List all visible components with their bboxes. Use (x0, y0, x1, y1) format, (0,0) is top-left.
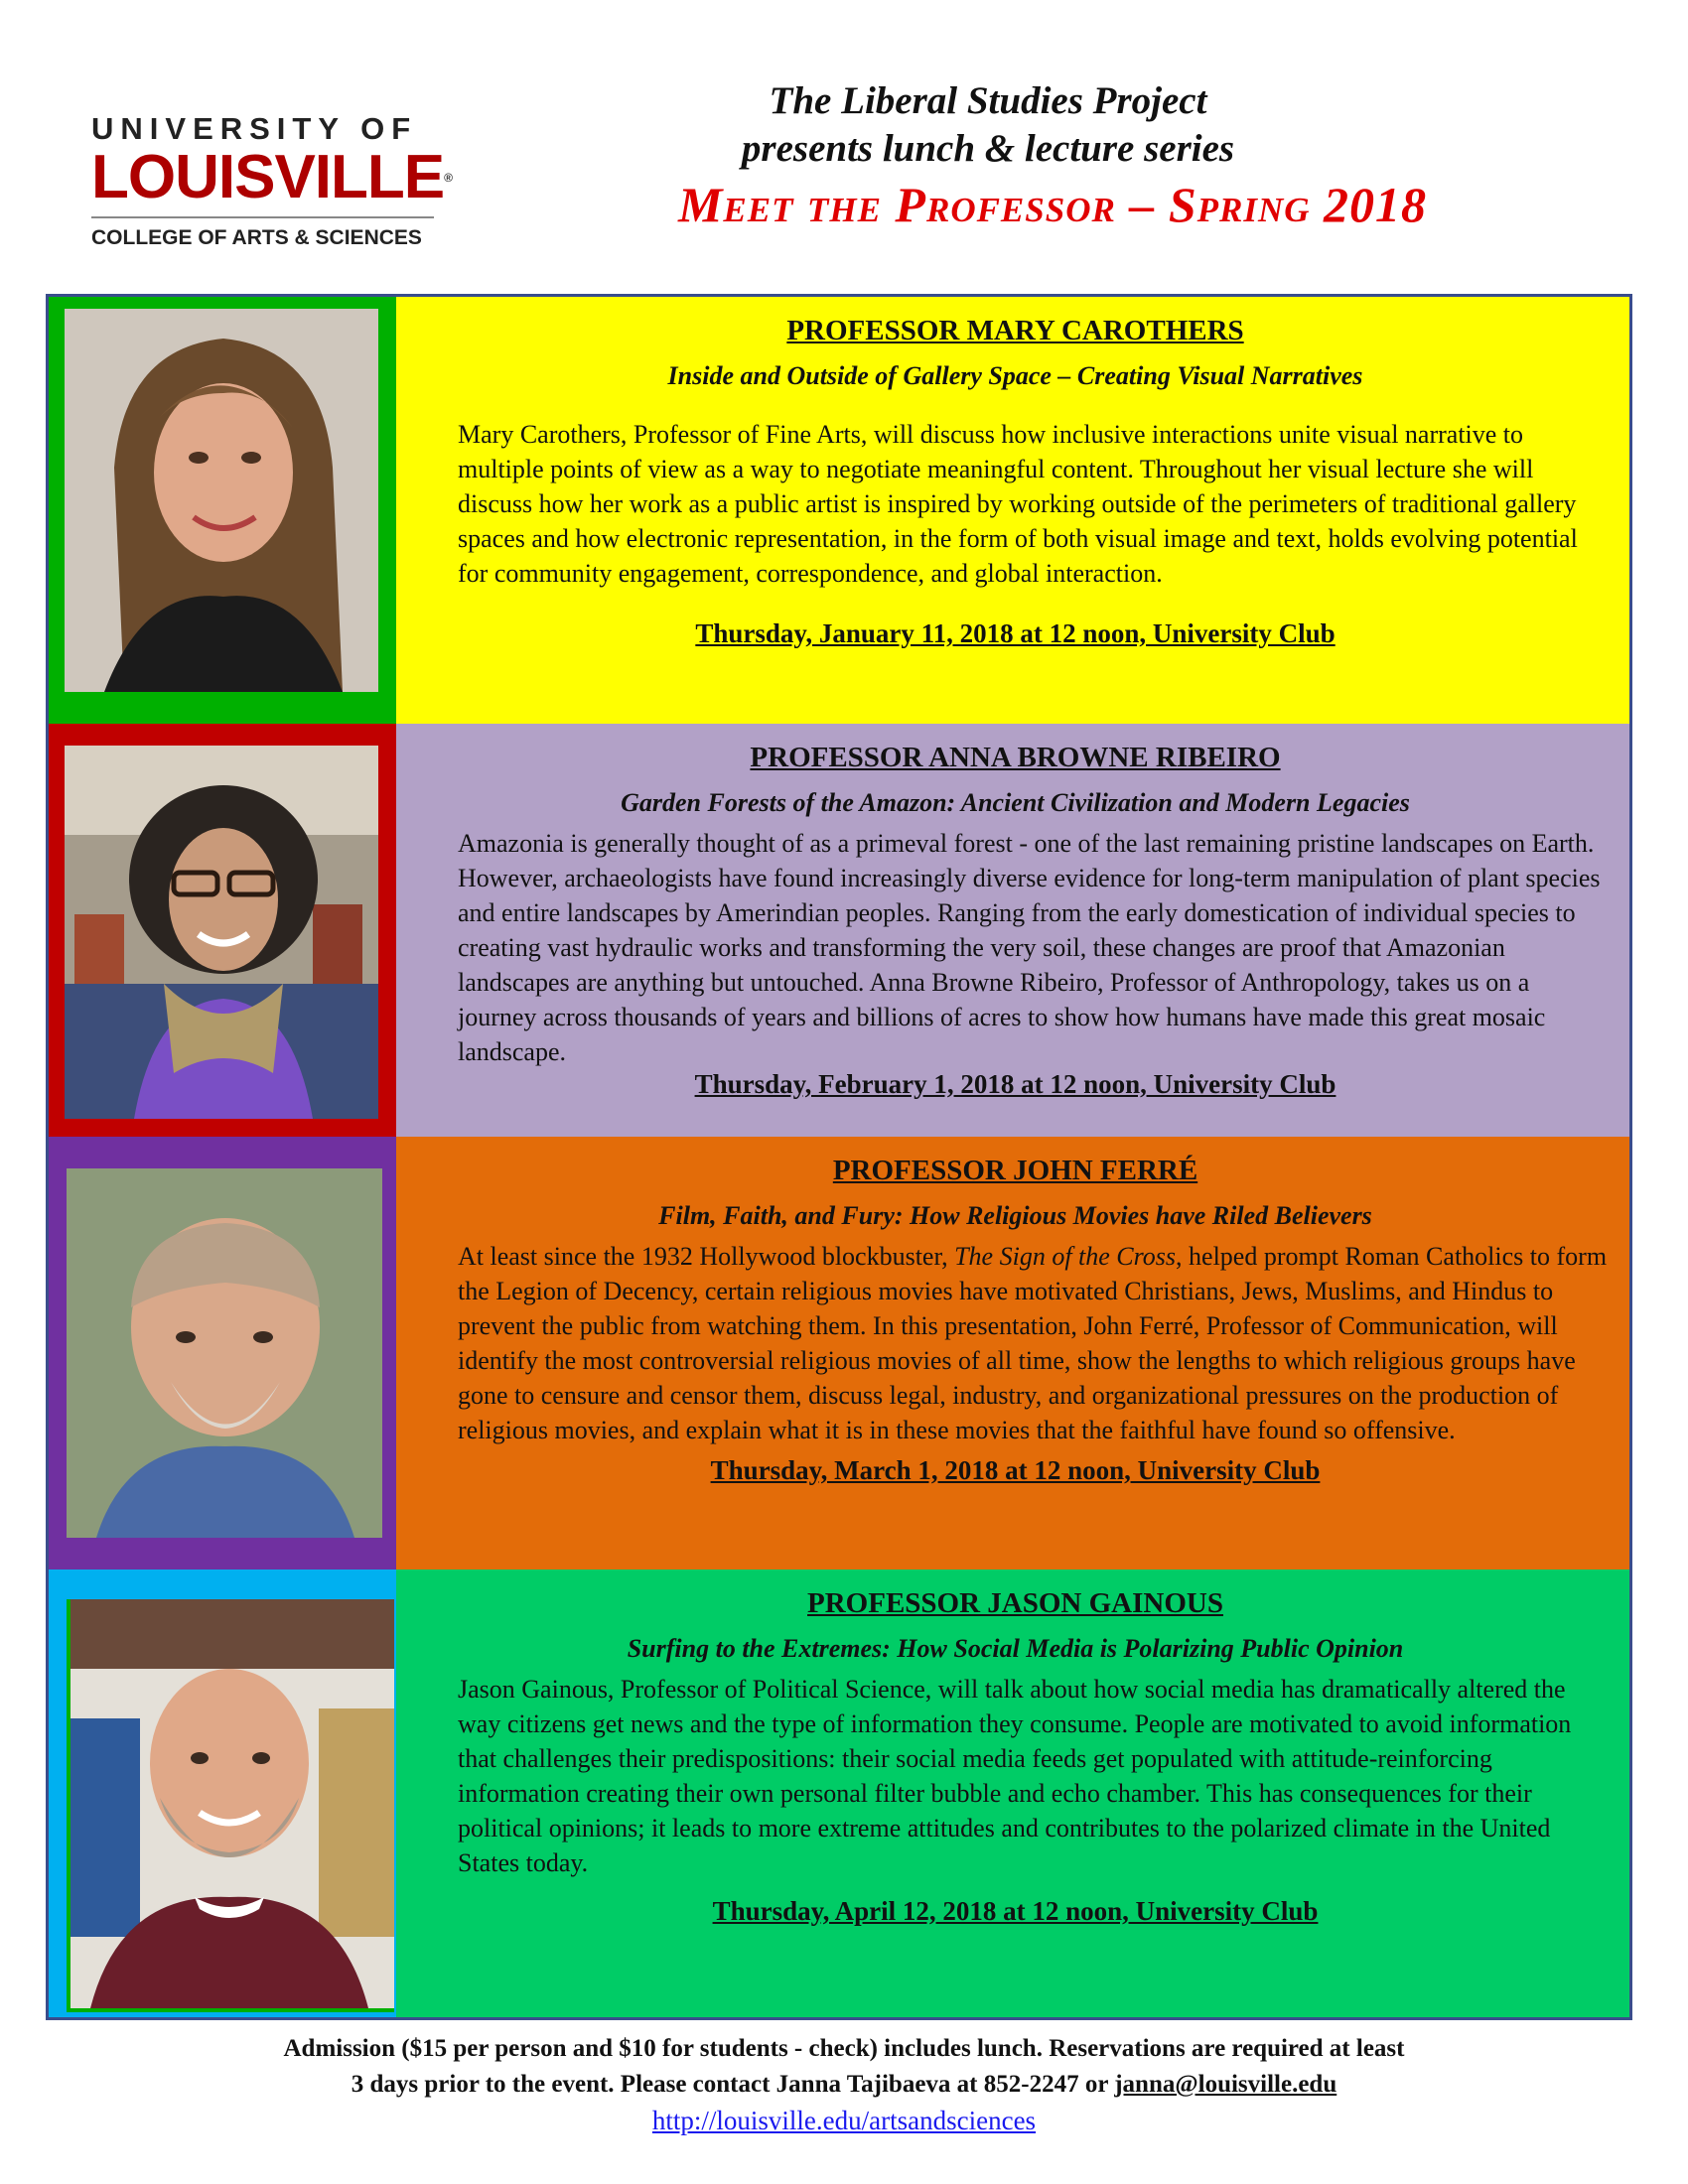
header-series: presents lunch & lecture series (741, 127, 1235, 170)
lecture-date: Thursday, March 1, 2018 at 12 noon, University Club (710, 1455, 1321, 1485)
lecture-date: Thursday, April 12, 2018 at 12 noon, University Club (712, 1896, 1319, 1926)
logo-college: COLLEGE OF ARTS & SCIENCES (91, 226, 422, 249)
lecture-date: Thursday, February 1, 2018 at 12 noon, University Club (694, 1069, 1336, 1099)
portrait-anna-browne-ribeiro (65, 746, 378, 1119)
lecture-description: Jason Gainous, Professor of Political Science, will talk about how social media has dramatically altered the way citizens get news and the type of information they consume. People are motivated to avoid information that challenges their predispositions: their social media feeds get populated with attitude-reinforcing information creating their own personal filter bubble and echo chamber. This has consequences for their political opinions; it leads to more extreme attitudes and contributes to the polarized climate in the United States today. (458, 1675, 1572, 1877)
lecture-description: At least since the 1932 Hollywood blockbuster, The Sign of the Cross, helped prompt Roman Catholics to form the Legion of Decency, certain religious movies have motivated Christians, Jews, Muslims, and Hindus to prevent the public from watching them. In this presentation, John Ferré, Professor of Communication, will identify the most controversial religious movies of all time, show the lengths to which religious groups have gone to censure and censor them, discuss legal, industry, and organizational pressures on the production of religious movies, and explain what it is in these movies that the faithful have found so offensive. (458, 1242, 1608, 1444)
lecture-title: Surfing to the Extremes: How Social Media is Polarizing Public Opinion (627, 1634, 1404, 1663)
lecture-date: Thursday, January 11, 2018 at 12 noon, University Club (695, 618, 1336, 648)
photo-cell-3 (49, 1137, 396, 1570)
lecture-title: Film, Faith, and Fury: How Religious Movies have Riled Believers (658, 1201, 1372, 1230)
registered-mark: ® (444, 171, 452, 185)
lecture-content-3 (401, 1137, 1629, 1570)
header-project: The Liberal Studies Project (769, 79, 1207, 122)
lecture-row-4 (49, 1570, 1629, 2017)
logo-louisville: LOUISVILLE® (91, 143, 452, 211)
lecture-title: Inside and Outside of Gallery Space – Creating Visual Narratives (667, 361, 1363, 390)
lecture-speaker: PROFESSOR MARY CAROTHERS (786, 315, 1244, 346)
lecture-speaker: PROFESSOR JOHN FERRÉ (832, 1155, 1198, 1186)
contact-text: 3 days prior to the event. Please contact Janna Tajibaeva at 852-2247 or janna@louisville.edu (351, 2071, 1337, 2098)
logo-divider (91, 216, 434, 218)
lecture-row-3 (49, 1137, 1629, 1570)
lecture-title: Garden Forests of the Amazon: Ancient Civilization and Modern Legacies (621, 788, 1410, 817)
lecture-content-1 (401, 297, 1629, 724)
lecture-description: Amazonia is generally thought of as a primeval forest - one of the last remaining pristine landscapes on Earth. However, archaeologists have found increasingly diverse evidence for long-term manipulation of plant species and entire landscapes by Amerindian peoples. Ranging from the early domestication of individual species to creating vast hydraulic works and transforming the very soil, these changes are proof that Amazonian landscapes are anything but untouched. Anna Browne Ribeiro, Professor of Anthropology, takes us on a journey across thousands of years and billions of acres to show how humans have made this great mosaic landscape. (458, 829, 1601, 1066)
lecture-row-1 (49, 297, 1629, 724)
lecture-row-2 (49, 724, 1629, 1137)
film-title: The Sign of the Cross (954, 1242, 1177, 1271)
logo-university-of: UNIVERSITY OF (91, 111, 418, 146)
photo-cell-4 (49, 1570, 396, 2017)
lecture-speaker: PROFESSOR JASON GAINOUS (807, 1587, 1223, 1619)
lecture-content-4 (401, 1570, 1629, 2017)
lecture-content-2 (401, 724, 1629, 1137)
portrait-john-ferre (67, 1168, 382, 1538)
photo-cell-1 (49, 297, 396, 724)
lecture-speaker: PROFESSOR ANNA BROWNE RIBEIRO (750, 742, 1281, 773)
photo-cell-2 (49, 724, 396, 1137)
admission-footer (0, 2031, 1688, 2138)
admission-text: Admission ($15 per person and $10 for students - check) includes lunch. Reservations are required at least (283, 2035, 1405, 2062)
lecture-table (46, 294, 1632, 2020)
website-link[interactable]: http://louisville.edu/artsandsciences (651, 2106, 1037, 2135)
contact-email-link[interactable]: janna@louisville.edu (1114, 2071, 1337, 2098)
page-header (467, 77, 1638, 238)
portrait-jason-gainous (67, 1599, 394, 2012)
page-title: Meet the Professor – Spring 2018 (677, 177, 1428, 232)
lecture-description: Mary Carothers, Professor of Fine Arts, will discuss how inclusive interactions unite visual narrative to multiple points of view as a way to negotiate meaningful content. Throughout her visual lecture she will discuss how her work as a public artist is inspired by working outside of the perimeters of traditional gallery spaces and how electronic representation, in the form of both visual image and text, holds evolving potential for community engagement, correspondence, and global interaction. (458, 420, 1578, 588)
portrait-mary-carothers (65, 309, 378, 692)
